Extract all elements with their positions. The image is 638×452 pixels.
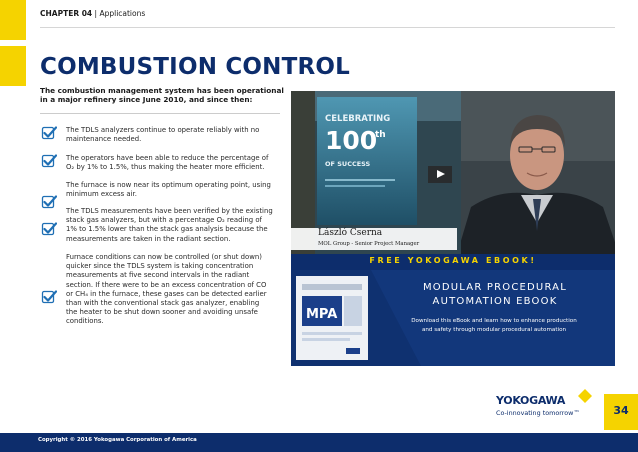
brand-diamond-icon (578, 389, 592, 403)
intro-line: in a major refinery since June 2010, and since then: (40, 95, 253, 105)
accent-stripe-top (0, 0, 26, 40)
play-button[interactable] (428, 166, 452, 183)
chapter-label: CHAPTER 04 (40, 9, 93, 18)
list-item-line: measurements at five second intervals in the radiant (66, 271, 250, 280)
list-item-line: minimum excess air. (66, 190, 137, 199)
list-item-line: 1% to 1.5% lower than the stack gas analysis because the (66, 225, 268, 234)
checkmark-icon (41, 289, 57, 305)
list-item-line: The furnace is now near its optimum operating point, using (66, 181, 271, 189)
ebook-title-line: AUTOMATION EBOOK (432, 296, 558, 307)
intro-line: The combustion management system has been operational (40, 86, 284, 95)
chapter-header (40, 9, 145, 18)
list-item-line: the heater to be shut down sooner and avoiding unsafe (66, 308, 258, 317)
list-item-line: The TDLS measurements have been verified by the existing (66, 207, 273, 215)
ebook-title-line: MODULAR PROCEDURAL (422, 282, 567, 293)
banner-text-suffix: th (375, 130, 386, 140)
ebook-banner-title[interactable]: FREE YOKOGAWA EBOOK! (369, 256, 537, 265)
list-item-line: The TDLS analyzers continue to operate reliably with no (66, 126, 260, 134)
list-item-line: The operators have been able to reduce the percentage of (66, 154, 269, 162)
checkmark-icon (41, 125, 57, 141)
chapter-separator: | (92, 9, 100, 18)
checkmark-icon (41, 194, 57, 210)
list-item-line: quicker since the TDLS system is taking concentration (66, 262, 254, 271)
page-number: 34 (613, 404, 629, 417)
checkmark-icon (41, 221, 57, 237)
speaker-name: László Cserna (318, 228, 383, 238)
banner-text-success: OF SUCCESS (325, 160, 371, 168)
list-item (66, 253, 282, 326)
list-item-line: conditions. (66, 317, 104, 326)
brand-logo-text: YOKOGAWA (496, 394, 566, 407)
list-item-line: section. If there were to be an excess concentration of CO (66, 280, 267, 289)
accent-stripe-title (0, 46, 26, 86)
page-title: COMBUSTION CONTROL (40, 54, 351, 80)
list-item (66, 181, 282, 199)
intro-text (40, 86, 285, 105)
checkmark-icon (41, 153, 57, 169)
list-item-line: O₂ by 1% to 1.5%, thus making the heater more efficient. (66, 163, 265, 172)
list-item (66, 154, 282, 172)
header-divider (40, 27, 615, 28)
ebook-cover-image[interactable] (296, 276, 368, 360)
footer-copyright: Copyright © 2016 Yokogawa Corporation of America (38, 437, 197, 443)
ebook-description-line: Download this eBook and learn how to enhance production (411, 318, 577, 324)
list-item-line: measurements are taken in the radiant section. (66, 234, 231, 243)
list-item-line: or CH₄ in the furnace, these gases can be detected earlier (66, 289, 267, 298)
speaker-role: MOL Group - Senior Project Manager (318, 241, 420, 247)
ebook-cover-title: MPA (306, 307, 338, 322)
banner-text-number: 100 (325, 126, 378, 155)
list-item-line: Furnace conditions can now be controlled (or shut down) (66, 253, 262, 261)
list-item-line: than with the conventional stack gas analyzer, enabling (66, 298, 260, 307)
chapter-section: Applications (99, 9, 146, 18)
list-item-line: maintenance needed. (66, 135, 142, 144)
ebook-description-line: and safety through modular procedural automation (421, 327, 567, 333)
list-item (66, 126, 282, 144)
list-item (66, 207, 282, 244)
intro-divider (40, 113, 280, 114)
brand-tagline: Co-innovating tomorrow™ (496, 409, 580, 417)
video-speaker-photo[interactable] (461, 91, 615, 254)
banner-text-celebrating: CELEBRATING (325, 114, 391, 124)
list-item-line: stack gas analyzers, but with a percentage O₂ reading of (66, 216, 262, 225)
